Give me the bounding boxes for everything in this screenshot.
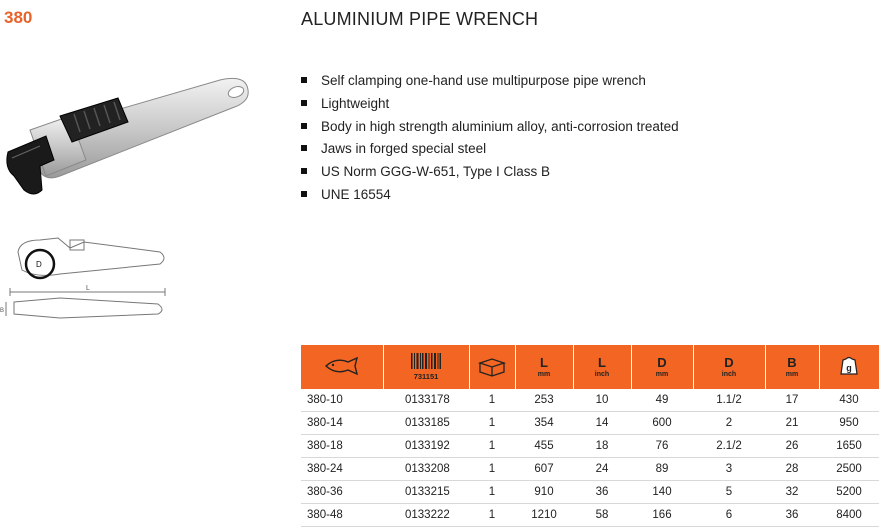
table-cell: 430 xyxy=(819,389,879,412)
table-cell: 1650 xyxy=(819,435,879,458)
table-cell: 5 xyxy=(693,481,765,504)
table-cell: 36 xyxy=(765,504,819,527)
table-cell: 1 xyxy=(469,504,515,527)
table-cell: 24 xyxy=(573,458,631,481)
table-cell: 354 xyxy=(515,412,573,435)
table-cell: 166 xyxy=(631,504,693,527)
table-cell: 380-10 xyxy=(301,389,383,412)
table-cell: 1 xyxy=(469,435,515,458)
table-cell: 380-18 xyxy=(301,435,383,458)
table-cell: 0133208 xyxy=(383,458,469,481)
bullet-icon xyxy=(301,191,307,197)
header-d-inch xyxy=(693,345,765,389)
header-label: D xyxy=(724,354,734,370)
table-cell: 5200 xyxy=(819,481,879,504)
pipe-wrench-image xyxy=(0,72,260,202)
table-cell: 600 xyxy=(631,412,693,435)
table-row xyxy=(301,389,879,412)
header-unit: mm xyxy=(785,370,799,378)
table-cell: 1 xyxy=(469,389,515,412)
table-cell: 28 xyxy=(765,458,819,481)
header-unit: inch xyxy=(721,370,737,378)
weight-header xyxy=(819,345,879,389)
table-cell: 910 xyxy=(515,481,573,504)
table-cell: 0133185 xyxy=(383,412,469,435)
table-cell: 380-14 xyxy=(301,412,383,435)
table-cell: 380-36 xyxy=(301,481,383,504)
header-l-mm xyxy=(515,345,573,389)
table-cell: 1 xyxy=(469,458,515,481)
table-cell: 3 xyxy=(693,458,765,481)
table-row xyxy=(301,412,879,435)
table-cell: 2500 xyxy=(819,458,879,481)
bullet-icon xyxy=(301,168,307,174)
barcode-icon xyxy=(411,353,441,369)
table-cell: 0133192 xyxy=(383,435,469,458)
bullet-icon xyxy=(301,145,307,151)
table-cell: 1 xyxy=(469,481,515,504)
table-cell: 17 xyxy=(765,389,819,412)
svg-text:g: g xyxy=(846,362,852,373)
table-row xyxy=(301,481,879,504)
box-icon-header xyxy=(469,345,515,389)
table-row xyxy=(301,458,879,481)
bullet-icon xyxy=(301,123,307,129)
header-unit: mm xyxy=(655,370,669,378)
table-cell: 253 xyxy=(515,389,573,412)
table-cell: 36 xyxy=(573,481,631,504)
feature-item: Self clamping one-hand use multipurpose pipe wrench xyxy=(301,72,679,95)
barcode-header xyxy=(383,345,469,389)
table-cell: 76 xyxy=(631,435,693,458)
table-cell: 950 xyxy=(819,412,879,435)
header-b-mm xyxy=(765,345,819,389)
product-title: ALUMINIUM PIPE WRENCH xyxy=(301,9,539,29)
table-cell: 2.1/2 xyxy=(693,435,765,458)
spec-table xyxy=(301,345,879,527)
table-cell: 14 xyxy=(573,412,631,435)
table-cell: 1210 xyxy=(515,504,573,527)
dimension-diagram xyxy=(0,232,175,327)
feature-item: Lightweight xyxy=(301,95,679,118)
table-row xyxy=(301,504,879,527)
box-icon xyxy=(477,355,507,377)
header-d-mm xyxy=(631,345,693,389)
table-row xyxy=(301,435,879,458)
table-cell: 1.1/2 xyxy=(693,389,765,412)
weight-icon xyxy=(839,356,859,376)
table-cell: 1 xyxy=(469,412,515,435)
header-label: D xyxy=(657,354,667,370)
bullet-icon xyxy=(301,100,307,106)
table-cell: 380-24 xyxy=(301,458,383,481)
table-cell: 10 xyxy=(573,389,631,412)
table-cell: 89 xyxy=(631,458,693,481)
fish-icon-header xyxy=(301,345,383,389)
table-cell: 58 xyxy=(573,504,631,527)
feature-item: UNE 16554 xyxy=(301,186,679,209)
table-cell: 607 xyxy=(515,458,573,481)
table-cell: 0133215 xyxy=(383,481,469,504)
table-cell: 455 xyxy=(515,435,573,458)
table-cell: 0133222 xyxy=(383,504,469,527)
feature-item: Jaws in forged special steel xyxy=(301,140,679,163)
header-unit: mm xyxy=(537,370,551,378)
header-label: B xyxy=(787,354,797,370)
header-unit: inch xyxy=(594,370,610,378)
table-cell: 18 xyxy=(573,435,631,458)
table-cell: 380-48 xyxy=(301,504,383,527)
barcode-number: 731151 xyxy=(413,372,439,381)
diagram-label-l: L xyxy=(86,285,90,292)
feature-item: Body in high strength aluminium alloy, anti-corrosion treated xyxy=(301,118,679,141)
feature-item: US Norm GGG-W-651, Type I Class B xyxy=(301,163,679,186)
table-cell: 26 xyxy=(765,435,819,458)
feature-list xyxy=(301,72,679,209)
table-cell: 32 xyxy=(765,481,819,504)
table-cell: 140 xyxy=(631,481,693,504)
product-code: 380 xyxy=(4,8,33,27)
spec-table-header xyxy=(301,345,879,389)
header-l-inch xyxy=(573,345,631,389)
table-cell: 21 xyxy=(765,412,819,435)
table-cell: 8400 xyxy=(819,504,879,527)
table-cell: 0133178 xyxy=(383,389,469,412)
diagram-label-d: D xyxy=(36,260,42,269)
diagram-label-b: B xyxy=(0,308,5,314)
fish-icon xyxy=(324,357,360,375)
header-label: L xyxy=(598,354,606,370)
table-cell: 49 xyxy=(631,389,693,412)
table-cell: 6 xyxy=(693,504,765,527)
table-cell: 2 xyxy=(693,412,765,435)
header-label: L xyxy=(540,354,548,370)
bullet-icon xyxy=(301,77,307,83)
